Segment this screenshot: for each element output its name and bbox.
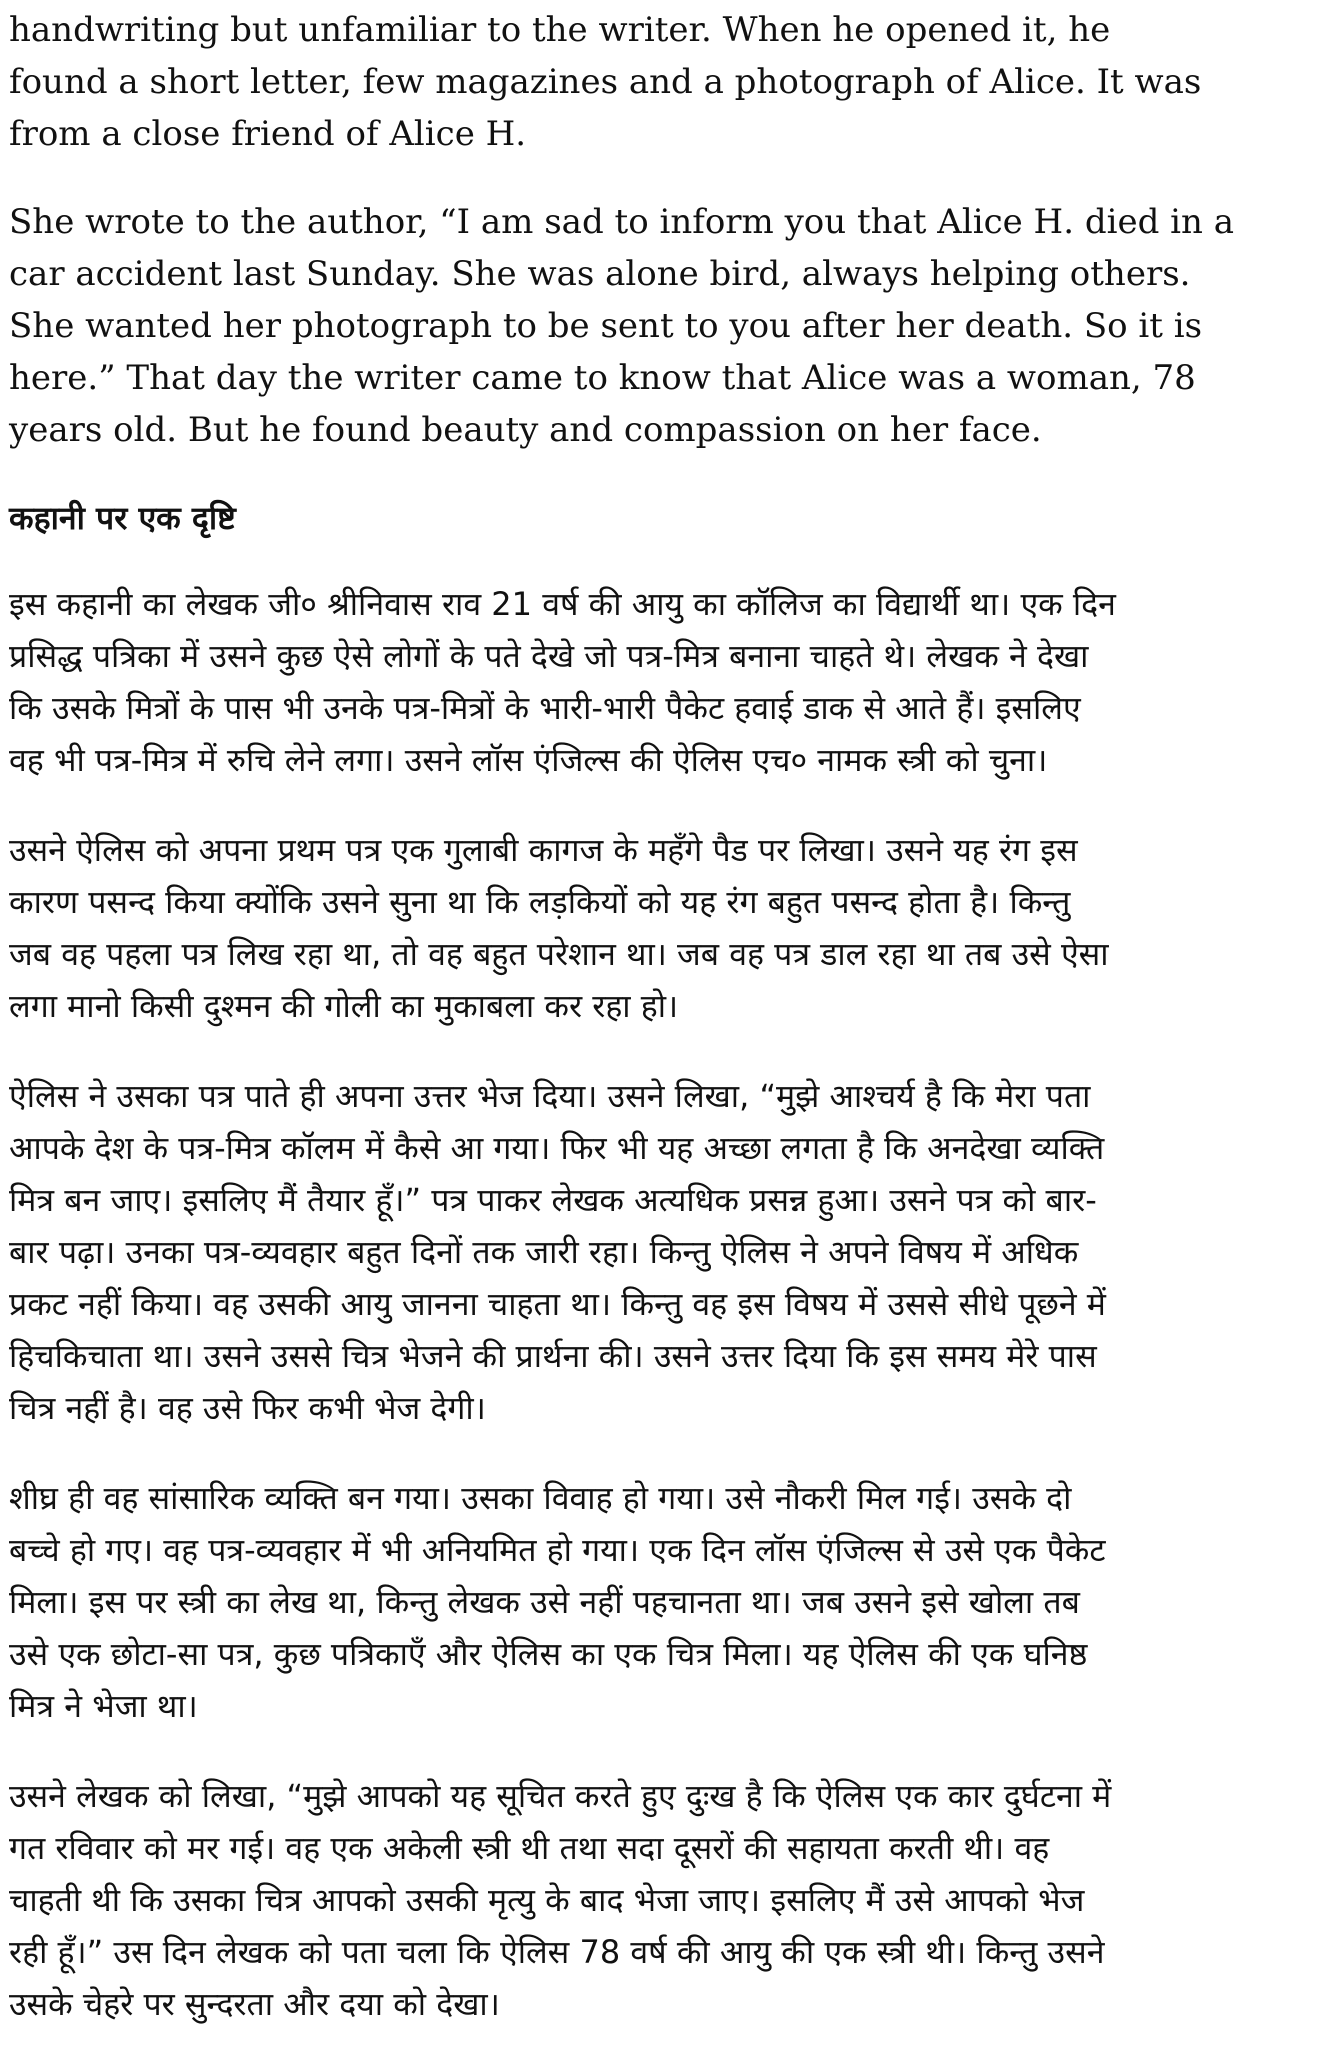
- text-line: उसने ऐलिस को अपना प्रथम पत्र एक गुलाबी कागज के महँगे पैड पर लिखा। उसने यह रंग इस: [9, 831, 1078, 869]
- text-line: शीघ्र ही वह सांसारिक व्यक्ति बन गया। उसका विवाह हो गया। उसे नौकरी मिल गई। उसके दो: [9, 1479, 1072, 1517]
- text-line: found a short letter, few magazines and a photograph of Alice. It was: [9, 62, 1202, 102]
- text-line: गत रविवार को मर गई। वह एक अकेली स्त्री थी तथा सदा दूसरों की सहायता करती थी। वह: [9, 1829, 1050, 1867]
- text-line: इस कहानी का लेखक जी० श्रीनिवास राव 21 वर्ष की आयु का कॉलिज का विद्यार्थी था। एक दिन: [9, 585, 1116, 623]
- text-line: आपके देश के पत्र-मित्र कॉलम में कैसे आ गया। फिर भी यह अच्छा लगता है कि अनदेखा व्यक्ति: [9, 1129, 1105, 1167]
- text-line: मित्र ने भेजा था।: [9, 1687, 198, 1725]
- text-line: प्रकट नहीं किया। वह उसकी आयु जानना चाहता था। किन्तु वह इस विषय में उससे सीधे पूछने में: [9, 1285, 1106, 1323]
- text-line: here.” That day the writer came to know that Alice was a woman, 78: [9, 358, 1196, 398]
- text-line: मित्र बन जाए। इसलिए मैं तैयार हूँ।” पत्र पाकर लेखक अत्यधिक प्रसन्न हुआ। उसने पत्र को बार-: [9, 1181, 1097, 1219]
- text-line: मिला। इस पर स्त्री का लेख था, किन्तु लेखक उसे नहीं पहचानता था। जब उसने इसे खोला तब: [9, 1583, 1080, 1621]
- text-line: उसे एक छोटा-सा पत्र, कुछ पत्रिकाएँ और ऐलिस का एक चित्र मिला। यह ऐलिस की एक घनिष्ठ: [9, 1635, 1088, 1673]
- text-line: वह भी पत्र-मित्र में रुचि लेने लगा। उसने लॉस एंजिल्स की ऐलिस एच० नामक स्त्री को चुना।: [9, 741, 1048, 779]
- text-line: रही हूँ।” उस दिन लेखक को पता चला कि ऐलिस 78 वर्ष की आयु की एक स्त्री थी। किन्तु उसने: [9, 1933, 1105, 1971]
- hindi-paragraph-2: [9, 824, 1304, 1032]
- text-line: She wrote to the author, “I am sad to inform you that Alice H. died in a: [9, 202, 1234, 242]
- hindi-paragraph-3: [9, 1070, 1304, 1434]
- hindi-paragraph-5: [9, 1770, 1304, 2030]
- text-line: चित्र नहीं है। वह उसे फिर कभी भेज देगी।: [9, 1389, 486, 1427]
- text-line: car accident last Sunday. She was alone bird, always helping others.: [9, 254, 1191, 294]
- text-line: कि उसके मित्रों के पास भी उनके पत्र-मित्रों के भारी-भारी पैकेट हवाई डाक से आते हैं। इसलिए: [9, 689, 1081, 727]
- text-line: कारण पसन्द किया क्योंकि उसने सुना था कि लड़कियों को यह रंग बहुत पसन्द होता है। किन्तु: [9, 883, 1071, 921]
- hindi-paragraph-4: [9, 1472, 1304, 1732]
- english-paragraph-2: [9, 196, 1304, 456]
- text-line: बच्चे हो गए। वह पत्र-व्यवहार में भी अनियमित हो गया। एक दिन लॉस एंजिल्स से उसे एक पैकेट: [9, 1531, 1106, 1569]
- text-line: handwriting but unfamiliar to the writer. When he opened it, he: [9, 10, 1111, 50]
- text-line: प्रसिद्ध पत्रिका में उसने कुछ ऐसे लोगों के पते देखे जो पत्र-मित्र बनाना चाहते थे। लेखक ने देखा: [9, 637, 1089, 675]
- text-line: She wanted her photograph to be sent to you after her death. So it is: [9, 306, 1203, 346]
- text-line: ऐलिस ने उसका पत्र पाते ही अपना उत्तर भेज दिया। उसने लिखा, “मुझे आश्चर्य है कि मेरा पता: [9, 1077, 1091, 1115]
- text-line: years old. But he found beauty and compassion on her face.: [9, 410, 1042, 450]
- text-line: उसने लेखक को लिखा, “मुझे आपको यह सूचित करते हुए दुःख है कि ऐलिस एक कार दुर्घटना में: [9, 1777, 1112, 1815]
- text-line: बार पढ़ा। उनका पत्र-व्यवहार बहुत दिनों तक जारी रहा। किन्तु ऐलिस ने अपने विषय में अधिक: [9, 1233, 1079, 1271]
- hindi-paragraph-1: [9, 578, 1304, 786]
- text-line: जब वह पहला पत्र लिख रहा था, तो वह बहुत परेशान था। जब वह पत्र डाल रहा था तब उसे ऐसा: [9, 935, 1109, 973]
- text-line: उसके चेहरे पर सुन्दरता और दया को देखा।: [9, 1985, 500, 2023]
- text-line: चाहती थी कि उसका चित्र आपको उसकी मृत्यु के बाद भेजा जाए। इसलिए मैं उसे आपको भेज: [9, 1881, 1085, 1919]
- text-line: from a close friend of Alice H.: [9, 114, 527, 154]
- english-paragraph-1: [9, 4, 1304, 160]
- text-line: लगा मानो किसी दुश्मन की गोली का मुकाबला कर रहा हो।: [9, 987, 679, 1025]
- text-line: हिचकिचाता था। उसने उससे चित्र भेजने की प्रार्थना की। उसने उत्तर दिया कि इस समय मेरे पास: [9, 1337, 1097, 1375]
- section-heading: कहानी पर एक दृष्टि: [9, 499, 236, 537]
